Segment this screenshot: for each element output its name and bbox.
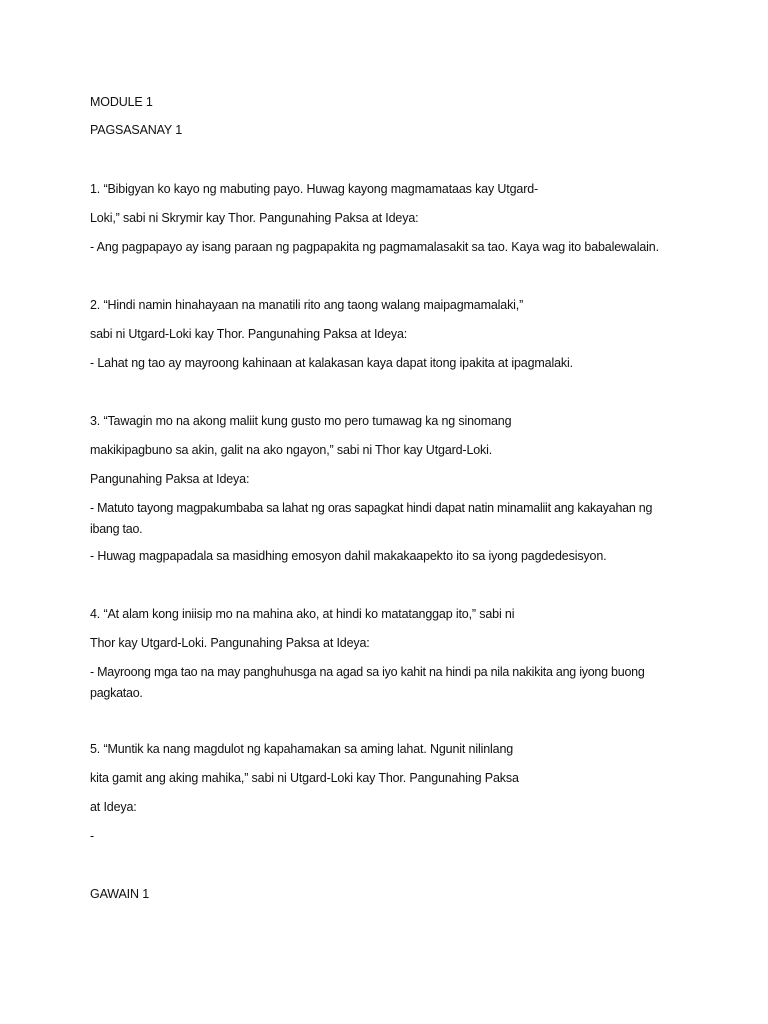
item1-quote-line2: Loki,” sabi ni Skrymir kay Thor. Pangunahing Paksa at Ideya: <box>90 211 419 225</box>
item3-answer2: - Huwag magpapadala sa masidhing emosyon dahil makakaapekto ito sa iyong pagdedesisyon. <box>90 549 607 563</box>
item4-answer: - Mayroong mga tao na may panghuhusga na agad sa iyo kahit na hindi pa nila nakikita ang iyong buong pagkatao. <box>90 665 645 700</box>
item3-quote-line1: 3. “Tawagin mo na akong maliit kung gusto mo pero tumawag ka ng sinomang <box>90 414 512 428</box>
item4-quote-line2: Thor kay Utgard-Loki. Pangunahing Paksa at Ideya: <box>90 636 370 650</box>
item5-quote-line2: kita gamit ang aking mahika,” sabi ni Utgard-Loki kay Thor. Pangunahing Paksa <box>90 771 519 785</box>
item3-quote-line2: makikipagbuno sa akin, galit na ako ngayon,” sabi ni Thor kay Utgard-Loki. <box>90 443 493 457</box>
item2-answer: - Lahat ng tao ay mayroong kahinaan at kalakasan kaya dapat itong ipakita at ipagmalaki. <box>90 356 573 370</box>
item3-quote-line3: Pangunahing Paksa at Ideya: <box>90 472 250 486</box>
pagsasanay-heading: PAGSASANAY 1 <box>90 123 182 137</box>
item5-answer: - <box>90 829 95 843</box>
gawain-heading: GAWAIN 1 <box>90 887 149 901</box>
module-heading: MODULE 1 <box>90 95 153 109</box>
item5-quote-line3: at Ideya: <box>90 800 137 814</box>
item2-quote-line1: 2. “Hindi namin hinahayaan na manatili rito ang taong walang maipagmamalaki,” <box>90 298 524 312</box>
item1-answer: - Ang pagpapayo ay isang paraan ng pagpapakita ng pagmamalasakit sa tao. Kaya wag ito babalewalain. <box>90 240 659 254</box>
item4-quote-line1: 4. “At alam kong iniisip mo na mahina ako, at hindi ko matatanggap ito,” sabi ni <box>90 607 515 621</box>
item3-answer1: - Matuto tayong magpakumbaba sa lahat ng oras sapagkat hindi dapat natin minamaliit ang kakayahan ng ibang tao. <box>90 501 653 536</box>
item2-quote-line2: sabi ni Utgard-Loki kay Thor. Pangunahing Paksa at Ideya: <box>90 327 408 341</box>
item1-quote-line1: 1. “Bibigyan ko kayo ng mabuting payo. Huwag kayong magmamataas kay Utgard- <box>90 182 539 196</box>
item5-quote-line1: 5. “Muntik ka nang magdulot ng kapahamakan sa aming lahat. Ngunit nilinlang <box>90 742 514 756</box>
